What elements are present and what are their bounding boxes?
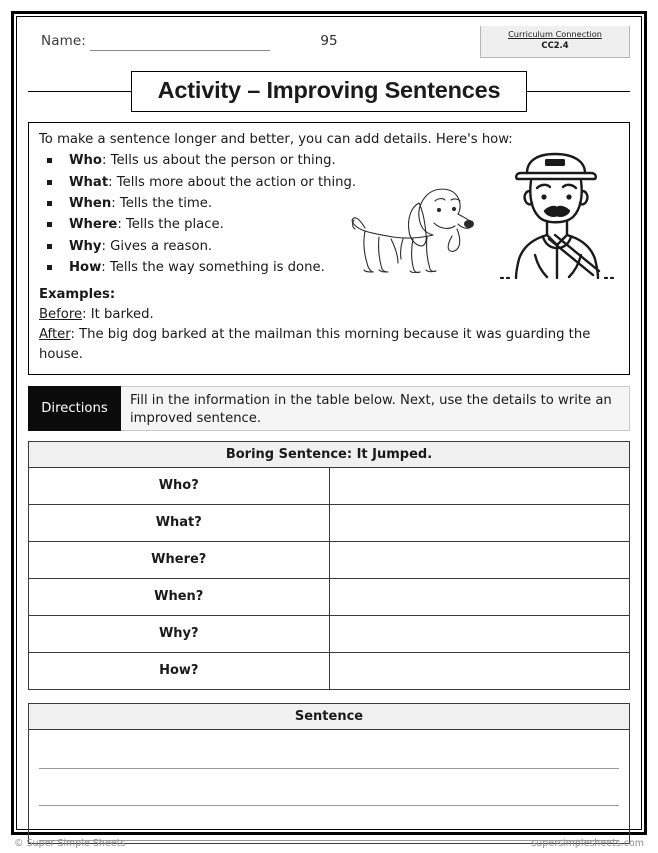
example-after-text: : The big dog barked at the mailman this morning because it was guarding the house.	[39, 326, 591, 362]
page-content	[17, 17, 641, 829]
sentence-write-area[interactable]	[29, 730, 629, 843]
question-cell-who: Who?	[29, 467, 330, 504]
curriculum-connection-badge	[480, 26, 630, 58]
detail-text: : Tells more about the action or thing.	[108, 174, 357, 190]
name-label: Name:	[41, 33, 86, 49]
table-row	[29, 541, 630, 578]
table-row	[29, 504, 630, 541]
worksheet-header	[28, 27, 630, 63]
detail-key: How	[69, 260, 102, 276]
detail-key: Who	[69, 153, 102, 169]
square-bullet-icon	[47, 180, 52, 185]
page-number: 95	[320, 33, 338, 49]
question-cell-when: When?	[29, 578, 330, 615]
answer-cell-where[interactable]	[329, 541, 630, 578]
boring-sentence-header: Boring Sentence: It Jumped.	[29, 441, 630, 467]
example-before-text: : It barked.	[82, 307, 154, 323]
table-header-row	[29, 441, 630, 467]
detail-text: : Tells the time.	[111, 195, 213, 211]
answer-cell-what[interactable]	[329, 504, 630, 541]
examples-heading: Examples:	[39, 287, 116, 303]
sentence-header: Sentence	[29, 703, 630, 729]
curriculum-connection-title: Curriculum Connection	[508, 29, 602, 39]
question-cell-how: How?	[29, 652, 330, 689]
square-bullet-icon	[47, 222, 52, 227]
page-footer	[14, 838, 644, 852]
example-after	[39, 325, 619, 365]
details-table	[28, 441, 630, 690]
mailman-illustration	[497, 151, 619, 279]
example-after-label: After	[39, 326, 71, 342]
footer-website: supersimplesheets.com	[531, 838, 644, 849]
write-line[interactable]	[39, 768, 619, 769]
sentence-header-row	[29, 703, 630, 729]
detail-text: : Gives a reason.	[101, 238, 213, 254]
square-bullet-icon	[47, 244, 52, 249]
table-row	[29, 652, 630, 689]
table-row	[29, 615, 630, 652]
write-line[interactable]	[39, 805, 619, 806]
instruction-lead: To make a sentence longer and better, you can add details. Here's how:	[39, 132, 513, 147]
sentence-table	[28, 703, 630, 844]
example-before	[39, 305, 619, 325]
question-cell-what: What?	[29, 504, 330, 541]
square-bullet-icon	[47, 158, 52, 163]
directions-row	[28, 386, 630, 431]
sentence-body-row	[29, 729, 630, 843]
example-before-label: Before	[39, 307, 83, 323]
detail-text: : Tells the way something is done.	[101, 260, 325, 276]
sentence-body-cell[interactable]	[29, 729, 630, 843]
detail-text: : Tells us about the person or thing.	[102, 153, 336, 169]
detail-text: : Tells the place.	[117, 217, 224, 233]
page-title: Activity – Improving Sentences	[131, 71, 528, 112]
page-border-outer	[11, 11, 647, 835]
name-input-blank[interactable]	[90, 50, 270, 51]
answer-cell-when[interactable]	[329, 578, 630, 615]
answer-cell-who[interactable]	[329, 467, 630, 504]
curriculum-connection-code: CC2.4	[541, 40, 569, 51]
answer-cell-how[interactable]	[329, 652, 630, 689]
detail-key: What	[69, 174, 109, 190]
table-row	[29, 467, 630, 504]
detail-key: Where	[69, 217, 118, 233]
question-cell-why: Why?	[29, 615, 330, 652]
page-title-wrap	[28, 69, 630, 113]
dog-illustration	[351, 179, 479, 273]
footer-copyright: © Super Simple Sheets	[14, 838, 126, 849]
detail-key: When	[69, 195, 112, 211]
instruction-box	[28, 122, 630, 375]
detail-key: Why	[69, 238, 102, 254]
directions-label: Directions	[28, 386, 121, 431]
answer-cell-why[interactable]	[329, 615, 630, 652]
table-row	[29, 578, 630, 615]
directions-text: Fill in the information in the table below. Next, use the details to write an improved sentence.	[121, 386, 630, 431]
page-border-inner	[16, 16, 642, 830]
square-bullet-icon	[47, 265, 52, 270]
square-bullet-icon	[47, 201, 52, 206]
question-cell-where: Where?	[29, 541, 330, 578]
